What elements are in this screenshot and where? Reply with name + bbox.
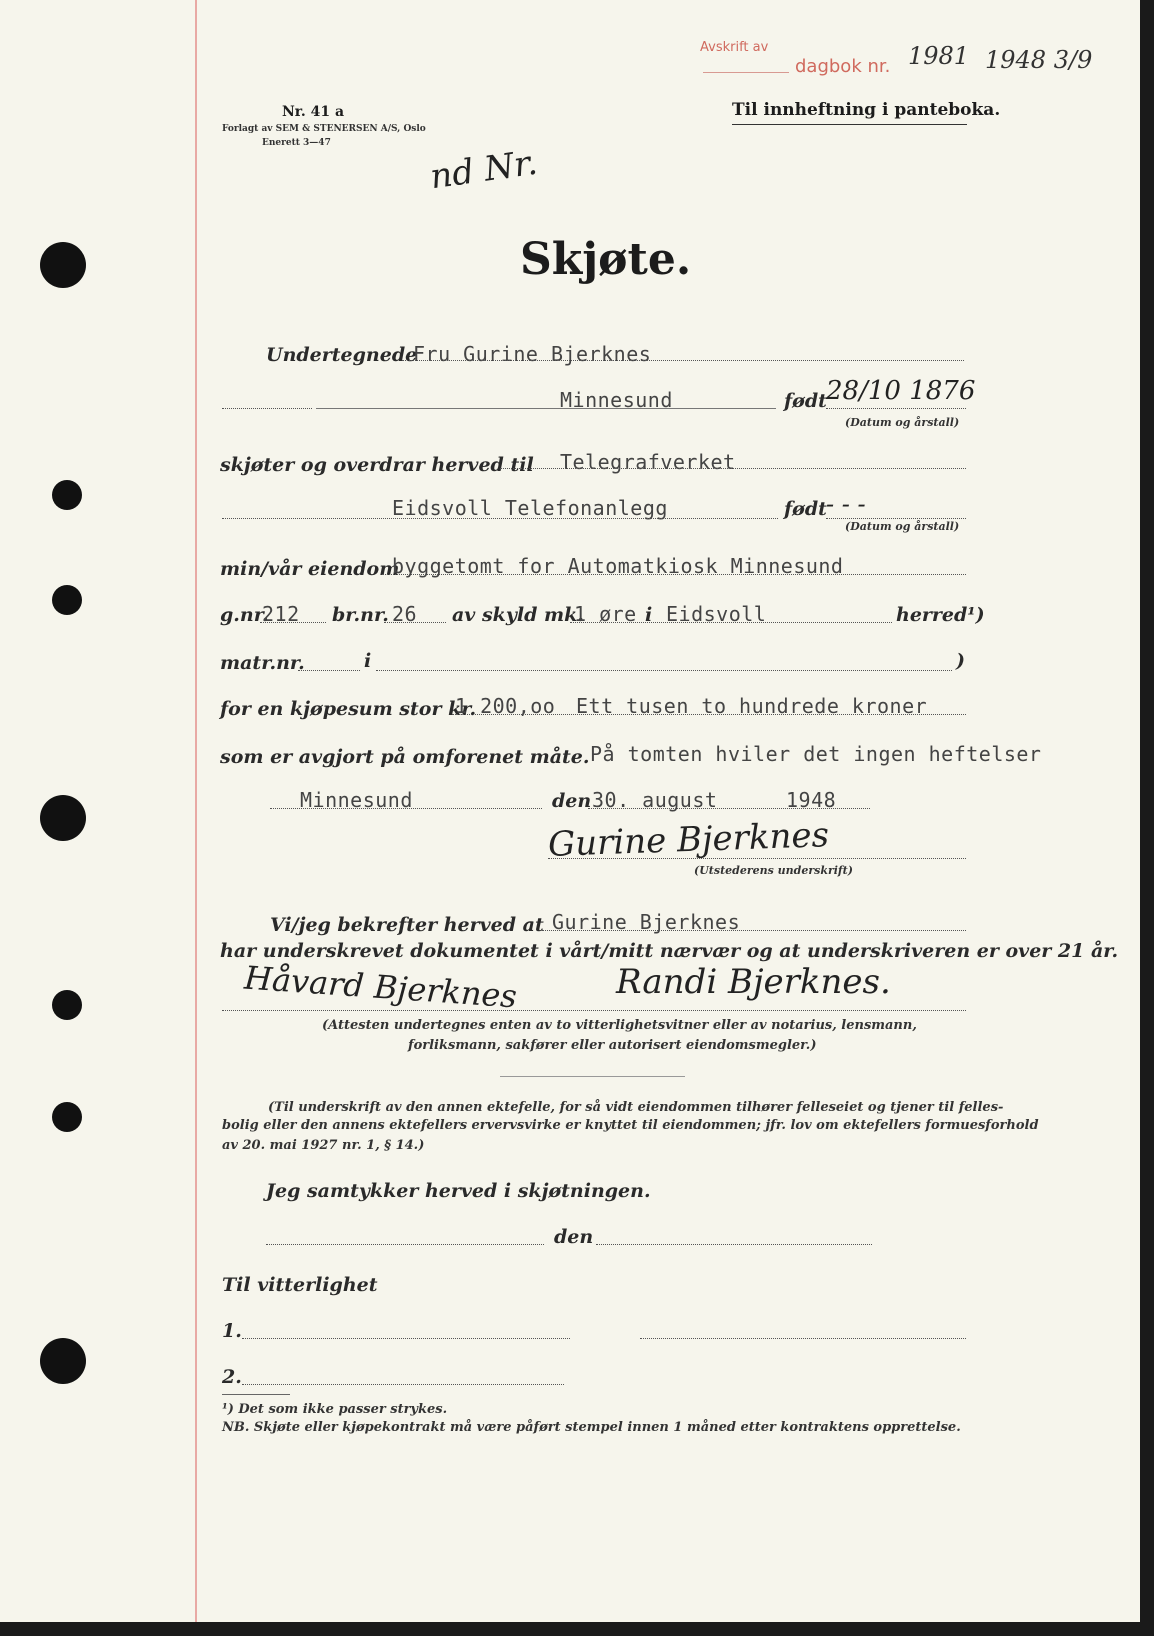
den-label: den — [554, 1226, 594, 1248]
herred-label: herred¹) — [896, 604, 985, 626]
publisher-info: Forlagt av SEM & STENERSEN A/S, Oslo — [222, 124, 426, 134]
price-words: Ett tusen to hundrede kroner — [576, 694, 928, 718]
fill-line — [260, 622, 326, 623]
grantor-signature: Gurine Bjerknes — [547, 815, 830, 865]
skyld-value: 1 øre — [574, 602, 637, 626]
date-hint: (Datum og årstall) — [845, 416, 960, 429]
grantor-birth-date: 28/10 1876 — [826, 376, 976, 406]
margin-annotation: nd Nr. — [427, 142, 540, 198]
registration-year: 1948 3/9 — [985, 46, 1093, 74]
grantee-birth-date: - - - — [826, 490, 866, 518]
attestation-line-1: 1. — [222, 1320, 242, 1342]
form-number: Nr. 41 a — [282, 104, 345, 120]
consent-text: Jeg samtykker herved i skjøtningen. — [266, 1180, 651, 1202]
fill-line — [596, 1244, 872, 1245]
witness-statement: har underskrevet dokumentet i vårt/mitt nærvær og at underskriveren er over 21 år. — [220, 940, 1119, 962]
dagbok-number: 1981 — [908, 42, 970, 70]
fill-line — [298, 670, 360, 671]
fill-line — [222, 408, 312, 409]
fill-line — [384, 622, 446, 623]
divider — [500, 1076, 685, 1077]
fill-line — [376, 670, 952, 671]
matr-label: matr.nr. — [220, 652, 305, 674]
price-label: for en kjøpesum stor kr. — [220, 698, 477, 720]
fill-line — [402, 360, 964, 361]
dagbok-label: dagbok nr. — [795, 56, 891, 77]
grantor-place: Minnesund — [560, 388, 673, 412]
signing-place: Minnesund — [300, 788, 413, 812]
signature-hint: (Utstederens underskrift) — [694, 864, 853, 877]
signature-line — [548, 858, 966, 859]
property-description: byggetomt for Automatkiosk Minnesund — [392, 554, 844, 578]
transfer-label: skjøter og overdrar herved til — [220, 454, 534, 476]
fill-line — [222, 518, 778, 519]
den-label: den — [552, 790, 592, 812]
fill-line — [316, 408, 776, 409]
i-label: i — [645, 604, 653, 626]
signing-year: 1948 — [786, 788, 837, 812]
bnr-label: br.nr. — [332, 604, 389, 626]
bnr-value: 26 — [392, 602, 418, 626]
document-title: Skjøte. — [520, 234, 692, 285]
footnote: ¹) Det som ikke passer strykes. — [222, 1402, 448, 1417]
punch-hole — [40, 1338, 86, 1384]
attest-note: forliksmann, sakfører eller autorisert eiendomsmegler.) — [408, 1038, 817, 1053]
attestation-line-2: 2. — [222, 1366, 242, 1388]
gnr-label: g.nr. — [220, 604, 269, 626]
punch-hole — [52, 585, 82, 615]
witness-signature-1: Håvard Bjerknes — [243, 958, 519, 1016]
fill-line — [570, 622, 892, 623]
footnote-divider — [222, 1394, 290, 1395]
fill-line — [542, 930, 966, 931]
confirm-name: Gurine Bjerknes — [552, 910, 741, 934]
margin-line — [195, 0, 197, 1622]
fill-line — [270, 808, 542, 809]
born-label: født — [784, 390, 827, 412]
signature-line — [222, 1010, 966, 1011]
gnr-value: 212 — [262, 602, 300, 626]
grantor-name: Fru Gurine Bjerknes — [413, 342, 652, 366]
witness-signature-2: Randi Bjerknes. — [616, 962, 891, 1002]
fill-line — [452, 714, 966, 715]
fill-line — [826, 518, 966, 519]
price-amount: 1 200,oo — [455, 694, 556, 718]
date-hint: (Datum og årstall) — [845, 520, 960, 533]
matr-close: ) — [956, 650, 965, 672]
skyld-label: av skyld mk. — [452, 604, 584, 626]
attest-note: (Attesten undertegnes enten av to vitterlighetsvitner eller av notarius, lensmann, — [322, 1018, 917, 1033]
punch-hole — [52, 480, 82, 510]
matr-i-label: i — [364, 650, 372, 672]
encumbrance-text: På tomten hviler det ingen heftelser — [590, 742, 1042, 766]
spouse-note: bolig eller den annens ektefellers ervervsvirke er knyttet til eiendommen; jfr. lov om ektefellers formuesforhold — [222, 1118, 1039, 1133]
spouse-note: av 20. mai 1927 nr. 1, § 14.) — [222, 1138, 425, 1153]
stamp-underline — [703, 72, 789, 73]
binding-note: Til innheftning i panteboka. — [732, 100, 1001, 120]
grantee-unit: Eidsvoll Telefonanlegg — [392, 496, 668, 520]
fill-line — [640, 1338, 966, 1339]
fill-line — [588, 808, 870, 809]
signing-date: 30. august — [592, 788, 718, 812]
undertegnede-label: Undertegnede — [266, 344, 418, 366]
punch-hole — [40, 795, 86, 841]
nb-note: NB. Skjøte eller kjøpekontrakt må være påført stempel innen 1 måned etter kontraktens opprettelse. — [222, 1420, 961, 1435]
fill-line — [826, 408, 966, 409]
grantee-name: Telegrafverket — [560, 450, 736, 474]
born-label: født — [784, 498, 827, 520]
punch-hole — [52, 1102, 82, 1132]
punch-hole — [52, 990, 82, 1020]
fill-line — [266, 1244, 544, 1245]
property-label: min/vår eiendom — [220, 558, 400, 580]
stamp-text: Avskrift av — [700, 40, 769, 55]
attestation-label: Til vitterlighet — [222, 1274, 378, 1296]
fill-line — [242, 1338, 570, 1339]
fill-line — [242, 1384, 564, 1385]
publisher-info: Enerett 3—47 — [262, 138, 331, 148]
punch-hole — [40, 242, 86, 288]
settled-label: som er avgjort på omforenet måte. — [220, 746, 590, 768]
binding-note-underline — [732, 124, 967, 125]
municipality: Eidsvoll — [666, 602, 767, 626]
confirm-label: Vi/jeg bekrefter herved at — [270, 914, 544, 936]
spouse-note: (Til underskrift av den annen ektefelle, for så vidt eiendommen tilhører felleseiet og tjener til felles- — [268, 1100, 1004, 1115]
fill-line — [382, 574, 966, 575]
fill-line — [500, 468, 966, 469]
